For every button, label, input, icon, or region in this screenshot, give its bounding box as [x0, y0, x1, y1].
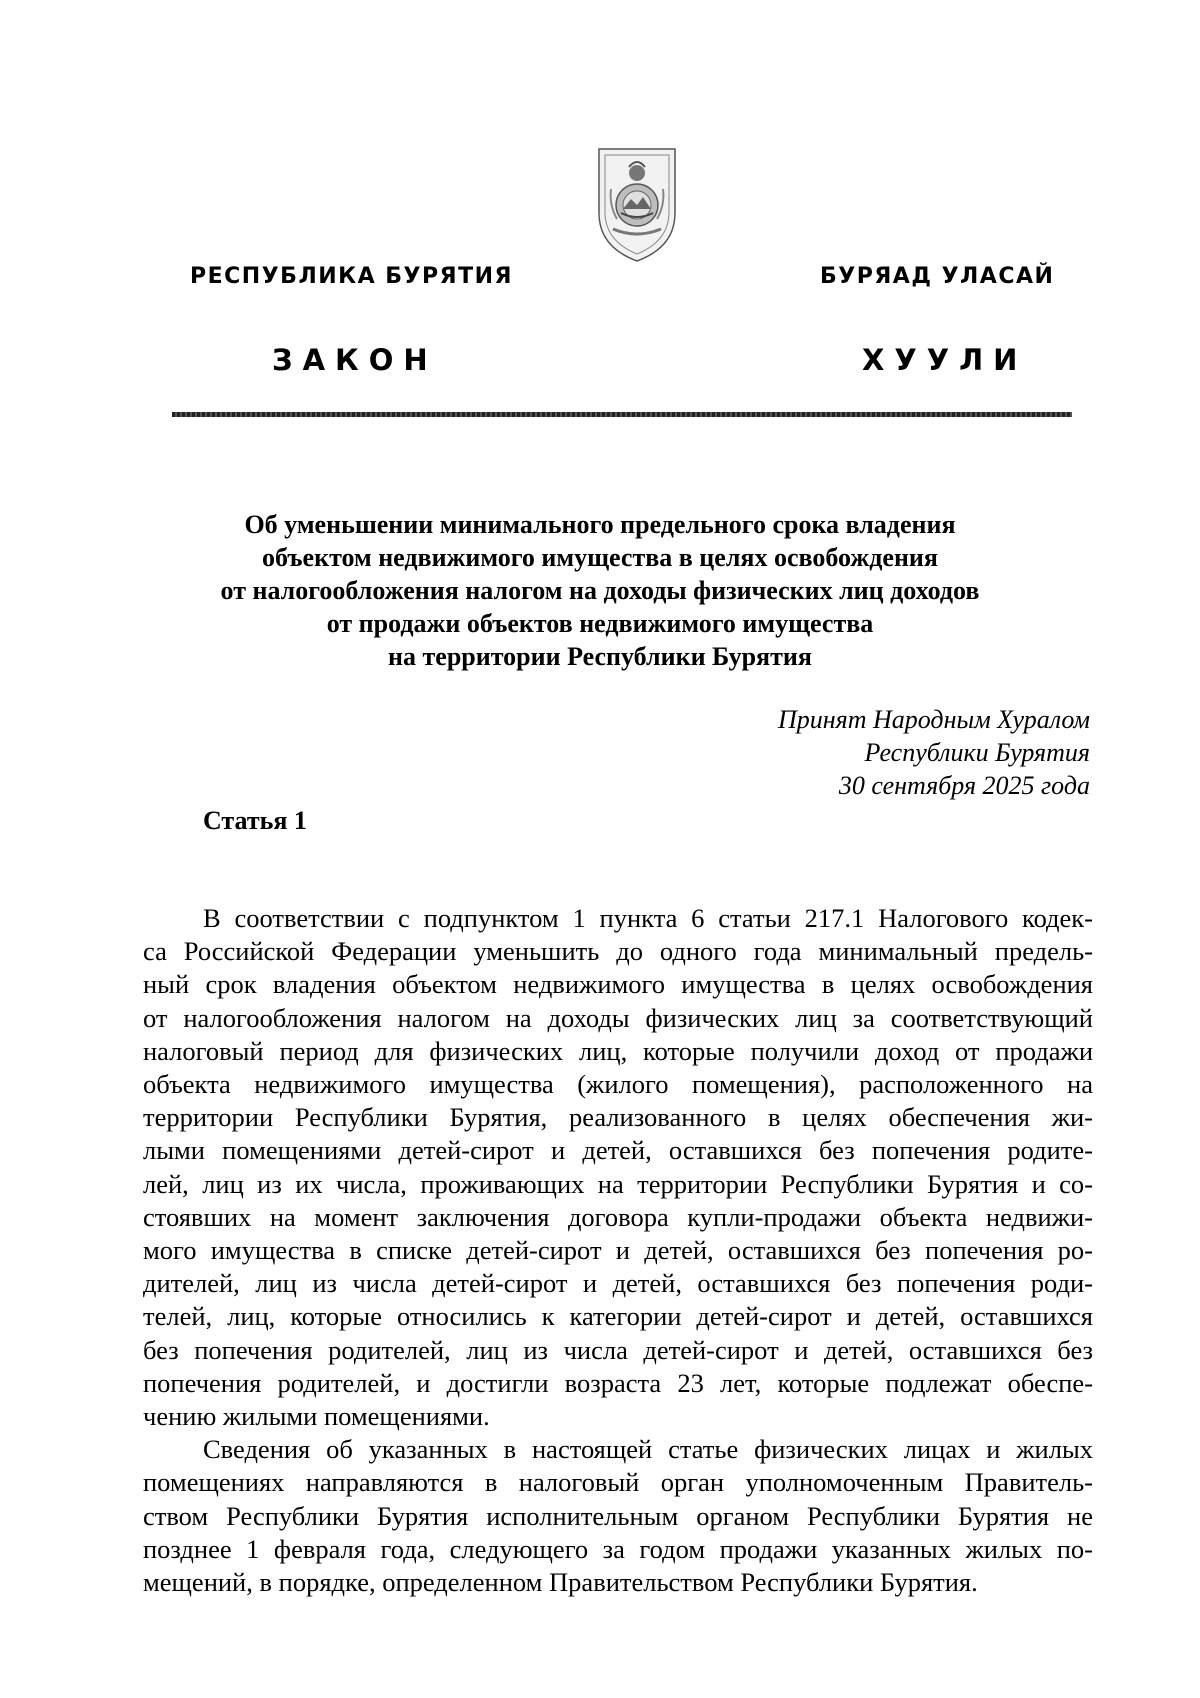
article-heading: Статья 1	[203, 806, 307, 835]
text-line: Сведения об указанных в настоящей статье физических лицах и жилых	[203, 1434, 1093, 1465]
law-label-russian: ЗАКОН	[272, 343, 438, 377]
adoption-date: 30 сентября 2025 года	[838, 771, 1090, 800]
text-line: лыми помещениями детей-сирот и детей, оставшихся без попечения родите-	[143, 1135, 1093, 1166]
text-line: помещениях направляются в налоговый орган уполномоченным Правитель-	[143, 1467, 1093, 1498]
text-line: са Российской Федерации уменьшить до одного года минимальный предель-	[143, 936, 1093, 967]
text-line: позднее 1 февраля года, следующего за годом продажи указанных жилых по-	[143, 1533, 1093, 1564]
adoption-line: Республики Бурятия	[864, 738, 1090, 767]
text-line: территории Республики Бурятия, реализованного в целях обеспечения жи-	[143, 1102, 1093, 1133]
law-title-line: на территории Республики Бурятия	[388, 642, 812, 671]
law-title-line: от налогообложения налогом на доходы физических лиц доходов	[220, 576, 980, 605]
text-line: стоявших на момент заключения договора купли-продажи объекта недвижи-	[143, 1201, 1093, 1232]
text-line: ством Республики Бурятия исполнительным органом Республики Бурятия не	[143, 1500, 1093, 1531]
text-line: без попечения родителей, лиц из числа детей-сирот и детей, оставшихся без	[143, 1334, 1093, 1365]
law-title	[150, 508, 1050, 673]
header-divider	[172, 412, 1072, 417]
text-line: от налогообложения налогом на доходы физических лиц за соответствующий	[143, 1002, 1093, 1033]
law-title-line: от продажи объектов недвижимого имущества	[326, 609, 874, 638]
paragraph-1	[143, 902, 1093, 1433]
text-line: телей, лиц, которые относились к категории детей-сирот и детей, оставшихся	[143, 1301, 1093, 1332]
text-line: объекта недвижимого имущества (жилого помещения), расположенного на	[143, 1069, 1093, 1100]
text-line: лей, лиц из их числа, проживающих на территории Республики Бурятия и со-	[143, 1168, 1093, 1199]
header-republic-russian: РЕСПУБЛИКА БУРЯТИЯ	[190, 264, 513, 289]
text-line: дителей, лиц из числа детей-сирот и детей, оставшихся без попечения роди-	[143, 1268, 1093, 1299]
law-label-buryat: ХУУЛИ	[862, 343, 1028, 377]
adoption-line: Принят Народным Хуралом	[777, 705, 1090, 734]
header-republic-buryat: БУРЯАД УЛАСАЙ	[820, 264, 1055, 289]
text-line: мещений, в порядке, определенном Правительством Республики Бурятия.	[143, 1567, 978, 1598]
text-line: ный срок владения объектом недвижимого имущества в целях освобождения	[143, 969, 1093, 1000]
text-line: мого имущества в списке детей-сирот и детей, оставшихся без попечения ро-	[143, 1235, 1093, 1266]
text-line: налоговый период для физических лиц, которые получили доход от продажи	[143, 1035, 1093, 1066]
adoption-note	[778, 703, 1090, 802]
text-line: В соответствии с подпунктом 1 пункта 6 статьи 217.1 Налогового кодек-	[203, 903, 1093, 933]
coat-of-arms-icon	[591, 143, 683, 265]
law-title-line: Об уменьшении минимального предельного срока владения	[244, 510, 956, 539]
article-body	[143, 902, 1093, 1599]
paragraph-2	[143, 1433, 1093, 1599]
law-title-line: объектом недвижимого имущества в целях освобождения	[262, 543, 938, 572]
text-line: чению жилыми помещениями.	[143, 1401, 490, 1432]
text-line: попечения родителей, и достигли возраста 23 лет, которые подлежат обеспе-	[143, 1367, 1093, 1398]
